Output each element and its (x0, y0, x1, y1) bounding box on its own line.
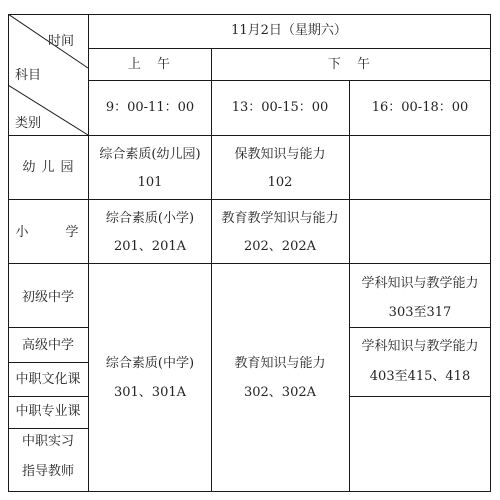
corner-label-time: 时间 (48, 34, 75, 49)
corner-label-subject: 科目 (15, 68, 42, 83)
kindergarten-slot2-subject: 保教知识与能力 (234, 147, 326, 162)
row-label-voc-major: 中职专业课 (15, 404, 81, 419)
senior-slot3-code: 403至415、418 (369, 369, 471, 384)
row-label-primary-a: 小 (15, 225, 29, 240)
table-border-right (490, 14, 491, 492)
primary-bottom-line (8, 263, 491, 264)
senior-label-bottom-line (8, 362, 88, 363)
senior-subject-bottom-line (349, 396, 491, 397)
middle-slot1-code: 301、301A (113, 385, 187, 400)
middle-slot2-subject: 教育知识与能力 (234, 356, 326, 371)
kindergarten-slot1-subject: 综合素质(幼儿园) (99, 147, 201, 162)
date-row-divider (88, 48, 491, 49)
corner-label-category: 类别 (15, 116, 42, 131)
voc-major-bottom-line (8, 428, 88, 429)
row-label-voc-intern-1: 中职实习 (21, 434, 75, 449)
row-label-kindergarten: 幼儿园 (22, 160, 80, 175)
junior-label-bottom-line (8, 327, 88, 328)
primary-slot1-subject: 综合素质(小学) (105, 211, 195, 226)
table-border-bottom (8, 491, 491, 492)
exam-date-header: 11月2日（星期六） (231, 23, 347, 38)
morning-header: 上 午 (127, 57, 177, 72)
senior-slot3-subject: 学科知识与教学能力 (361, 339, 479, 354)
kindergarten-bottom-line (8, 199, 491, 200)
row-label-senior-middle: 高级中学 (21, 338, 75, 353)
time-slot-1: 9：00-11：00 (105, 100, 195, 115)
primary-slot1-code: 201、201A (113, 239, 187, 254)
row-label-voc-intern-2: 指导教师 (21, 464, 75, 479)
period-row-divider (88, 80, 491, 81)
row-label-junior-middle: 初级中学 (21, 290, 75, 305)
middle-slot2-code: 302、302A (243, 385, 317, 400)
row-label-voc-culture: 中职文化课 (15, 372, 81, 387)
time-slot-2: 13：00-15：00 (231, 100, 329, 115)
afternoon-header: 下 午 (327, 57, 377, 72)
primary-slot2-code: 202、202A (243, 239, 317, 254)
voc-culture-bottom-line (8, 396, 88, 397)
middle-slot1-subject: 综合素质(中学) (105, 356, 195, 371)
primary-slot2-subject: 教育教学知识与能力 (221, 211, 339, 226)
time-slot-3: 16：00-18：00 (371, 100, 469, 115)
junior-slot3-subject: 学科知识与教学能力 (361, 276, 479, 291)
row-label-primary-b: 学 (65, 225, 79, 240)
afternoon-slot-divider (349, 80, 350, 492)
kindergarten-slot2-code: 102 (267, 175, 293, 190)
kindergarten-slot1-code: 101 (137, 175, 163, 190)
junior-subject-bottom-line (349, 327, 491, 328)
morning-afternoon-divider (211, 48, 212, 492)
junior-slot3-code: 303至317 (388, 305, 452, 320)
